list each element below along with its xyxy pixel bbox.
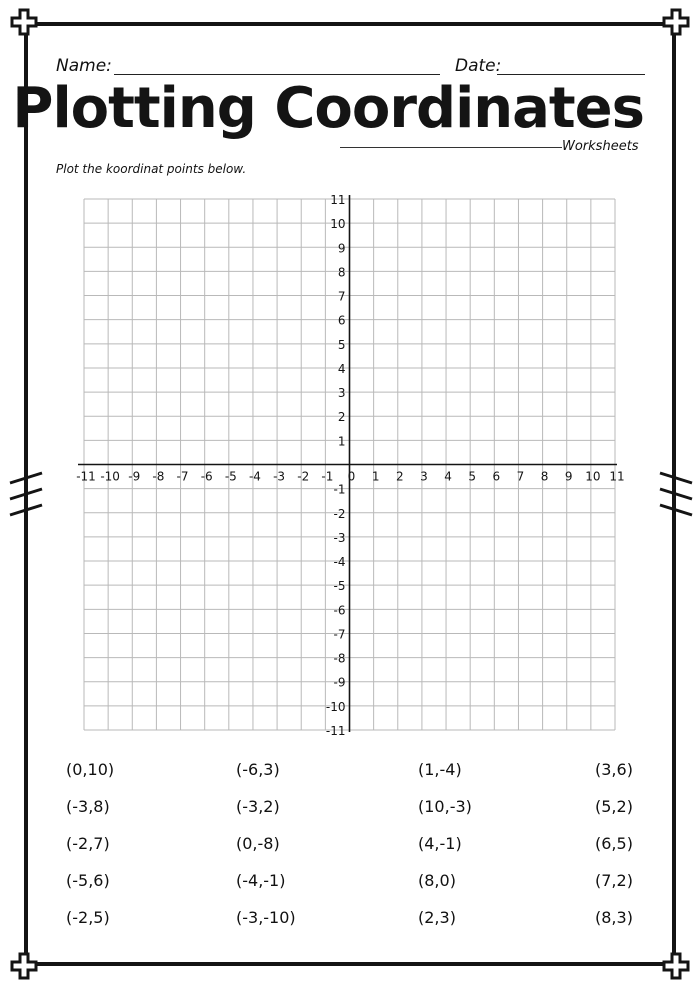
x-tick-label: 0 (347, 469, 356, 484)
x-tick-label: 6 (492, 469, 501, 484)
x-tick-label: -6 (200, 469, 213, 484)
coordinate-point: (8,3) (595, 908, 633, 927)
x-tick-label: 4 (444, 469, 452, 484)
coordinate-point: (1,-4) (418, 760, 462, 779)
coordinate-point: (-3,-10) (236, 908, 296, 927)
y-tick-label: 3 (337, 386, 346, 401)
y-tick-label: 8 (337, 265, 346, 280)
x-tick-label: -11 (76, 469, 96, 484)
coordinate-point: (-2,7) (66, 834, 110, 853)
y-tick-label: -1 (333, 482, 346, 497)
x-tick-label: -8 (152, 469, 165, 484)
x-tick-label: -2 (297, 469, 310, 484)
coordinate-point: (4,-1) (418, 834, 462, 853)
x-tick-label: 10 (585, 469, 601, 484)
x-tick-label: 5 (468, 469, 477, 484)
x-tick-label: -3 (273, 469, 286, 484)
y-tick-label: 10 (330, 217, 346, 232)
coordinate-point: (6,5) (595, 834, 633, 853)
y-tick-label: -5 (333, 579, 346, 594)
coordinate-point: (-3,2) (236, 797, 280, 816)
coordinate-point: (10,-3) (418, 797, 472, 816)
x-tick-label: -9 (128, 469, 141, 484)
coordinate-point: (0,-8) (236, 834, 280, 853)
coordinate-point: (2,3) (418, 908, 456, 927)
x-tick-label: -5 (224, 469, 237, 484)
x-tick-label: -4 (248, 469, 261, 484)
y-tick-label: -10 (325, 699, 346, 714)
x-tick-label: 3 (420, 469, 428, 484)
x-tick-label: 8 (540, 469, 549, 484)
coordinate-point: (7,2) (595, 871, 633, 890)
x-tick-label: 1 (371, 469, 380, 484)
y-tick-label: -4 (333, 555, 346, 570)
coordinate-point: (-3,8) (66, 797, 110, 816)
x-tick-label: -10 (100, 469, 120, 484)
name-label: Name: (56, 56, 112, 76)
x-tick-label: -7 (176, 469, 189, 484)
page-subtitle: Worksheets (562, 139, 639, 154)
coordinate-point: (-4,-1) (236, 871, 286, 890)
y-tick-label: -6 (333, 603, 346, 618)
coordinate-point: (5,2) (595, 797, 633, 816)
y-tick-label: 6 (337, 313, 346, 328)
y-tick-label: 9 (337, 241, 346, 256)
x-tick-label: 7 (516, 469, 525, 484)
y-tick-label: -7 (333, 627, 346, 642)
y-tick-label: -9 (333, 675, 346, 690)
x-tick-label: 11 (609, 469, 625, 484)
coordinate-point: (8,0) (418, 871, 456, 890)
y-tick-label: -2 (333, 506, 346, 521)
y-tick-label: 2 (337, 410, 346, 425)
x-tick-label: 2 (395, 469, 404, 484)
y-tick-label: 7 (337, 289, 346, 304)
y-tick-label: -8 (333, 651, 346, 666)
y-tick-label: 4 (337, 361, 346, 376)
date-label: Date: (455, 56, 502, 76)
instruction-text: Plot the koordinat points below. (56, 162, 247, 176)
coordinate-point: (3,6) (595, 760, 633, 779)
y-tick-label: 5 (337, 337, 346, 352)
x-tick-label: 9 (564, 469, 573, 484)
y-tick-label: 1 (337, 434, 346, 449)
coordinate-point: (0,10) (66, 760, 115, 779)
y-tick-label: 11 (330, 193, 346, 207)
y-tick-label: -11 (325, 724, 346, 738)
coordinate-point: (-6,3) (236, 760, 280, 779)
y-tick-label: -3 (333, 530, 346, 545)
coordinate-point: (-5,6) (66, 871, 110, 890)
page-title: Plotting Coordinates (12, 76, 644, 141)
coordinate-point: (-2,5) (66, 908, 110, 927)
x-tick-label: -1 (321, 469, 334, 484)
